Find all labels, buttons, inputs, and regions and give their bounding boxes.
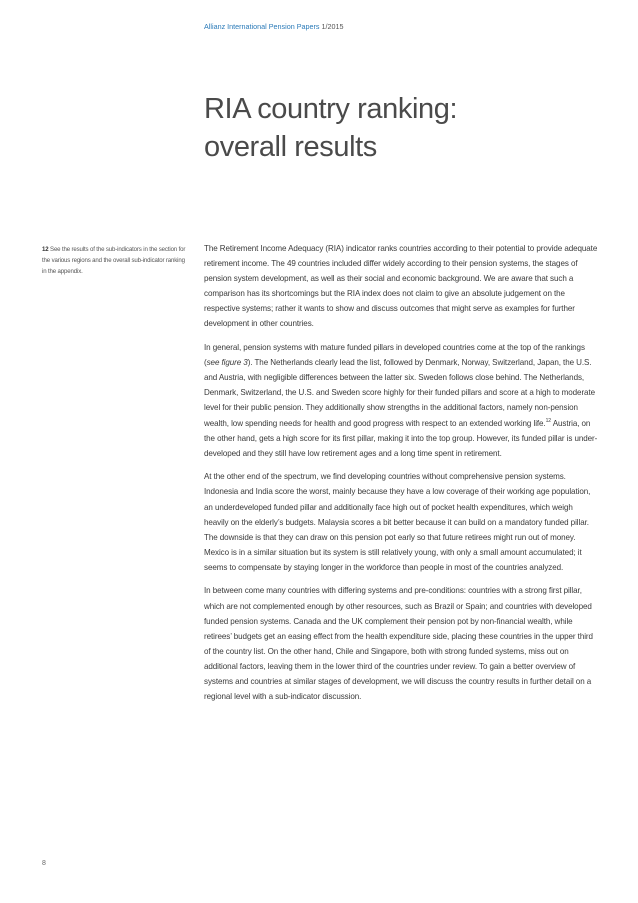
figure-reference: see figure 3 (206, 358, 248, 368)
page-title (204, 90, 604, 166)
publication-name: Allianz International Pension Papers (204, 22, 320, 31)
paragraph-2-part-c: Austria, on the other hand, gets a high score for its first pillar, making it into the top group. However, its funded pillar is under-developed and they still have low retirement ages and a long time spent in retirement. (204, 418, 598, 458)
paragraph-2-part-b: ). The Netherlands clearly lead the list, followed by Denmark, Norway, Switzerland, Japan, the U.S. and Austria, with negligible differences between the latter six. Sweden follows close behind. The Netherlands, Denmark, Switzerland, the U.S. and Sweden score highly for their funded pillars and score at a high to moderate level for their public pension. They additionally show strengths in the additional factors, namely non-pension wealth, low spending needs for health and good progress with respect to an extended working life. (204, 358, 595, 428)
paragraph-2 (204, 340, 598, 461)
sidebar-footnote (42, 244, 190, 278)
paragraph-2-part-a: In general, pension systems with mature funded pillars in developed countries come at the top of the rankings ( (204, 343, 585, 368)
footnote-number: 12 (42, 246, 49, 253)
article-body (204, 241, 598, 713)
title-line-1: RIA country ranking: (204, 93, 458, 125)
footnote-marker: 12 (545, 417, 552, 424)
issue-number: 1/2015 (321, 22, 344, 31)
footnote-text: See the results of the sub-indicators in the section for the various regions and the overall sub-indicator ranking in the appendix. (42, 246, 186, 276)
running-header (204, 22, 343, 31)
paragraph-4: In between come many countries with differing systems and pre-conditions: countries with a strong first pillar, which are not complemented enough by other resources, such as Brazil or Spain; and countries with developed funded pension systems. Canada and the UK complement their pension pot by non-financial wealth, while retirees’ budgets get an easing effect from the health expenditure side, placing these countries in the upper third of the country list. On the other hand, Chile and Singapore, both with strong funded systems, miss out on additional factors, leaving them in the lower third of the countries under review. To gain a better overview of systems and countries at similar stages of development, we will discuss the country results in further detail on a regional level with a sub-indicator discussion. (204, 586, 593, 702)
title-line-2: overall results (204, 131, 377, 163)
page-number: 8 (42, 860, 46, 867)
paragraph-3: At the other end of the spectrum, we find developing countries without comprehensive pension systems. Indonesia and India score the worst, mainly because they have a low coverage of their working age population, an underdeveloped funded pillar and additionally face high out of pocket health expenditures, which weigh heavily on the elderly’s budgets. Malaysia scores a bit better because it can build on a mandatory funded pillar. The downside is that they can draw on this pension pot early so that future retirees might run out of money. Mexico is in a similar situation but its system is still relatively young, with only a small amount accumulated; it seems to compensate by staying longer in the workforce than people in most of the countries analyzed. (204, 472, 591, 572)
paragraph-1: The Retirement Income Adequacy (RIA) indicator ranks countries according to their potential to provide adequate retirement income. The 49 countries included differ widely according to their pension systems, the stages of pension system development, as well as their social and economic background. We are aware that such a comparison has its shortcomings but the RIA index does not claim to give an absolute judgement on the respective systems; rather it wants to show and discuss outcomes that might serve as examples for further development in other countries. (204, 244, 598, 329)
